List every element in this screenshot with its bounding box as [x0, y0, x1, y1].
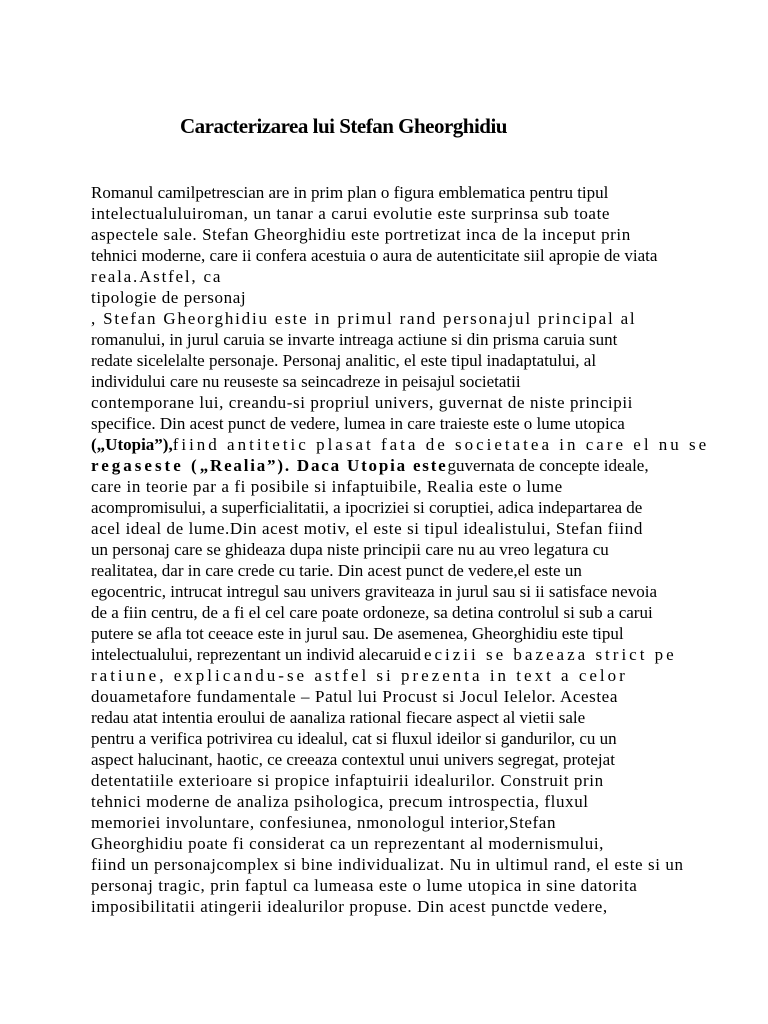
text-line — [91, 434, 710, 455]
text-line: specifice. Din acest punct de vedere, lumea in care traieste este o lume utopica — [91, 414, 625, 433]
text-fragment: guvernata de concepte ideale, — [447, 456, 649, 475]
document-body — [91, 182, 710, 917]
text-line: memoriei involuntare, confesiunea, nmonologul interior,Stefan — [91, 813, 557, 832]
text-line: un personaj care se ghideaza dupa niste principii care nu au vreo legatura cu — [91, 540, 609, 559]
text-line: redate sicelelalte personaje. Personaj analitic, el este tipul inadaptatului, al — [91, 351, 597, 370]
text-line: care in teorie par a fi posibile si infaptuibile, Realia este o lume — [91, 477, 563, 496]
text-line: ratiune, explicandu-se astfel si prezenta in text a celor — [91, 666, 628, 685]
text-fragment: intelectualului, reprezentant un individ alecarui — [91, 645, 413, 664]
text-line: tehnici moderne, care ii confera acestuia o aura de autenticitate siil apropie de viata — [91, 246, 658, 265]
text-line: personaj tragic, prin faptul ca lumeasa este o lume utopica in sine datorita — [91, 876, 638, 895]
text-fragment: reala.Astfel, ca — [91, 267, 223, 286]
text-line: detentatiile exterioare si propice infaptuirii idealurilor. Construit prin — [91, 771, 604, 790]
text-fragment: fiind antitetic plasat fata de societatea in care el nu se — [172, 435, 710, 454]
text-line — [91, 266, 691, 287]
text-line: individului care nu reuseste sa seincadreze in peisajul societatii — [91, 372, 521, 391]
text-line: , Stefan Gheorghidiu este in primul rand personajul principal al — [91, 309, 637, 328]
text-fragment-bold: „Utopia”), — [96, 435, 173, 454]
text-line: douametafore fundamentale – Patul lui Procust si Jocul Ielelor. Acestea — [91, 687, 618, 706]
text-line — [91, 644, 691, 665]
text-line: de a fiin centru, de a fi el cel care poate ordoneze, sa detina controlul si sub a carui — [91, 603, 653, 622]
text-line: pentru a verifica potrivirea cu idealul, cat si fluxul ideilor si gandurilor, cu un — [91, 729, 617, 748]
text-line: Gheorghidiu poate fi considerat ca un reprezentant al modernismului, — [91, 834, 605, 853]
text-line: acompromisului, a superficialitatii, a ipocriziei si coruptiei, adica indepartarea de — [91, 498, 643, 517]
text-fragment-open-paren: ( — [91, 435, 97, 454]
text-line — [91, 455, 691, 476]
text-line: realitatea, dar in care crede cu tarie. Din acest punct de vedere,el este un — [91, 561, 582, 580]
text-line: intelectualuluiroman, un tanar a carui evolutie este surprinsa sub toate — [91, 204, 611, 223]
text-fragment-bold: „Realia”). Daca Utopia este — [199, 456, 448, 475]
text-fragment: decizii se bazeaza strict pe — [412, 645, 677, 664]
document-title: Caracterizarea lui Stefan Gheorghidiu — [180, 114, 507, 138]
text-line: fiind un personajcomplex si bine individualizat. Nu in ultimul rand, el este si un — [91, 855, 684, 874]
text-line: tehnici moderne de analiza psihologica, precum introspectia, fluxul — [91, 792, 589, 811]
text-line: aspectele sale. Stefan Gheorghidiu este portretizat inca de la inceput prin — [91, 225, 631, 244]
text-fragment-bold: regaseste ( — [91, 456, 200, 475]
text-line: acel ideal de lume.Din acest motiv, el este si tipul idealistului, Stefan fiind — [91, 519, 643, 538]
text-line: imposibilitatii atingerii idealurilor propuse. Din acest punctde vedere, — [91, 897, 608, 916]
text-line: Romanul camilpetrescian are in prim plan o figura emblematica pentru tipul — [91, 183, 609, 202]
text-line: aspect halucinant, haotic, ce creeaza contextul unui univers segregat, protejat — [91, 750, 615, 769]
text-line: putere se afla tot ceeace este in jurul sau. De asemenea, Gheorghidiu este tipul — [91, 624, 624, 643]
text-line: romanului, in jurul caruia se invarte intreaga actiune si din prisma caruia sunt — [91, 330, 618, 349]
text-line: redau atat intentia eroului de aanaliza rational fiecare aspect al vietii sale — [91, 708, 586, 727]
text-line: tipologie de personaj — [91, 288, 247, 307]
text-line: contemporane lui, creandu-si propriul univers, guvernat de niste principii — [91, 393, 633, 412]
text-line: egocentric, intrucat intregul sau univers graviteaza in jurul sau si ii satisface nevoia — [91, 582, 657, 601]
